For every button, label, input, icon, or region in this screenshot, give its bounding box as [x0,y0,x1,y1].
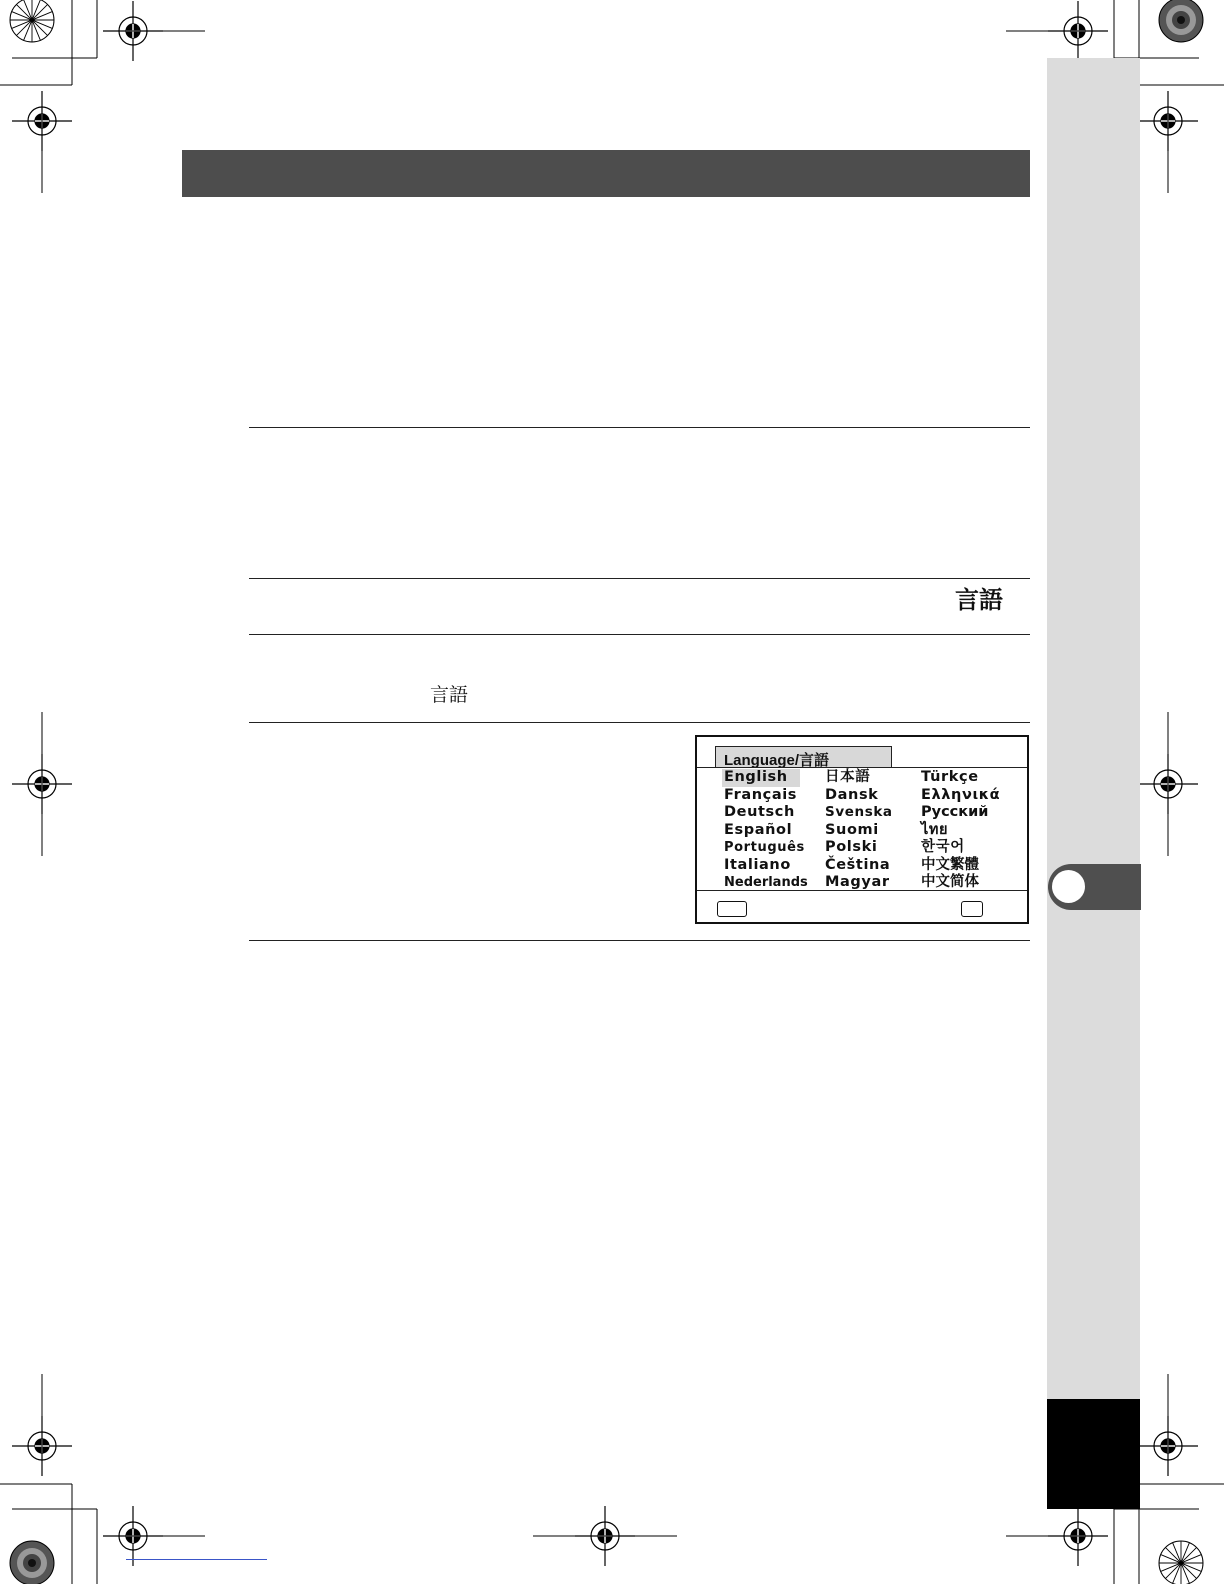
language-option[interactable]: Português [724,840,805,855]
table-rule-4 [249,722,1030,723]
reg-mark-left-middle [12,712,72,856]
starburst-bottom-right [1159,1541,1203,1584]
starburst-top-left [10,0,54,42]
table-rule-5 [249,940,1030,941]
reg-mark-bottom-center [533,1506,677,1566]
language-column-3 [919,769,1019,892]
language-option[interactable]: 日本語 [825,769,871,785]
language-menu-title-box [715,746,892,767]
language-option[interactable]: Suomi [825,821,879,838]
language-option[interactable]: Español [724,821,793,838]
ok-button-icon[interactable] [961,901,983,917]
reg-mark-top-left [103,1,205,61]
language-option[interactable]: English [722,769,800,787]
inline-language-glyph: 言語 [430,684,469,706]
chapter-number-circle [1052,870,1085,903]
reg-mark-right-lower [1138,1374,1198,1476]
table-rule-1 [249,427,1030,428]
language-option[interactable]: Polski [825,839,878,855]
language-option[interactable]: ไทย [921,821,949,838]
menu-button-icon[interactable] [717,901,747,917]
language-option[interactable]: Svenska [825,804,893,820]
language-option[interactable]: Ελληνικά [921,786,1001,803]
table-rule-3 [249,634,1030,635]
language-option[interactable]: Čeština [825,856,891,873]
section-header-bar [182,150,1030,197]
language-option[interactable]: Dansk [825,786,879,803]
reg-mark-bottom-right [1006,1506,1108,1566]
page-number-block [1047,1399,1140,1509]
side-strip [1047,58,1140,1399]
reg-mark-bottom-left [103,1506,205,1566]
language-option[interactable]: Italiano [724,856,791,873]
footer-link-underline [126,1559,267,1560]
language-option[interactable]: Français [724,786,798,803]
reg-mark-left-lower [12,1374,72,1476]
language-option[interactable]: Nederlands [724,875,808,890]
language-menu-screen [695,735,1029,924]
language-option[interactable]: 한국어 [921,839,965,855]
starburst-top-right [1159,0,1203,42]
language-column-2 [823,769,923,892]
language-option[interactable]: Русский [921,804,989,820]
language-menu-top-rule [697,767,1027,768]
reg-mark-right-middle [1138,712,1198,856]
table-rule-2 [249,578,1030,579]
language-option[interactable]: Deutsch [724,804,795,820]
starburst-bottom-left [10,1541,54,1584]
language-option[interactable]: Türkçe [921,769,979,785]
language-option[interactable]: 中文繁體 [921,856,979,873]
reg-mark-top-right [1006,1,1108,61]
language-option[interactable]: Magyar [825,874,890,890]
language-column-1 [722,769,822,892]
language-menu-title: Language/言語 [724,752,830,769]
menu-language-glyph: 言語 [955,586,1003,614]
language-option[interactable]: 中文简体 [921,874,979,890]
reg-mark-right-upper [1138,91,1198,193]
language-menu-bottom-rule [697,890,1027,891]
reg-mark-left-upper [12,91,72,193]
